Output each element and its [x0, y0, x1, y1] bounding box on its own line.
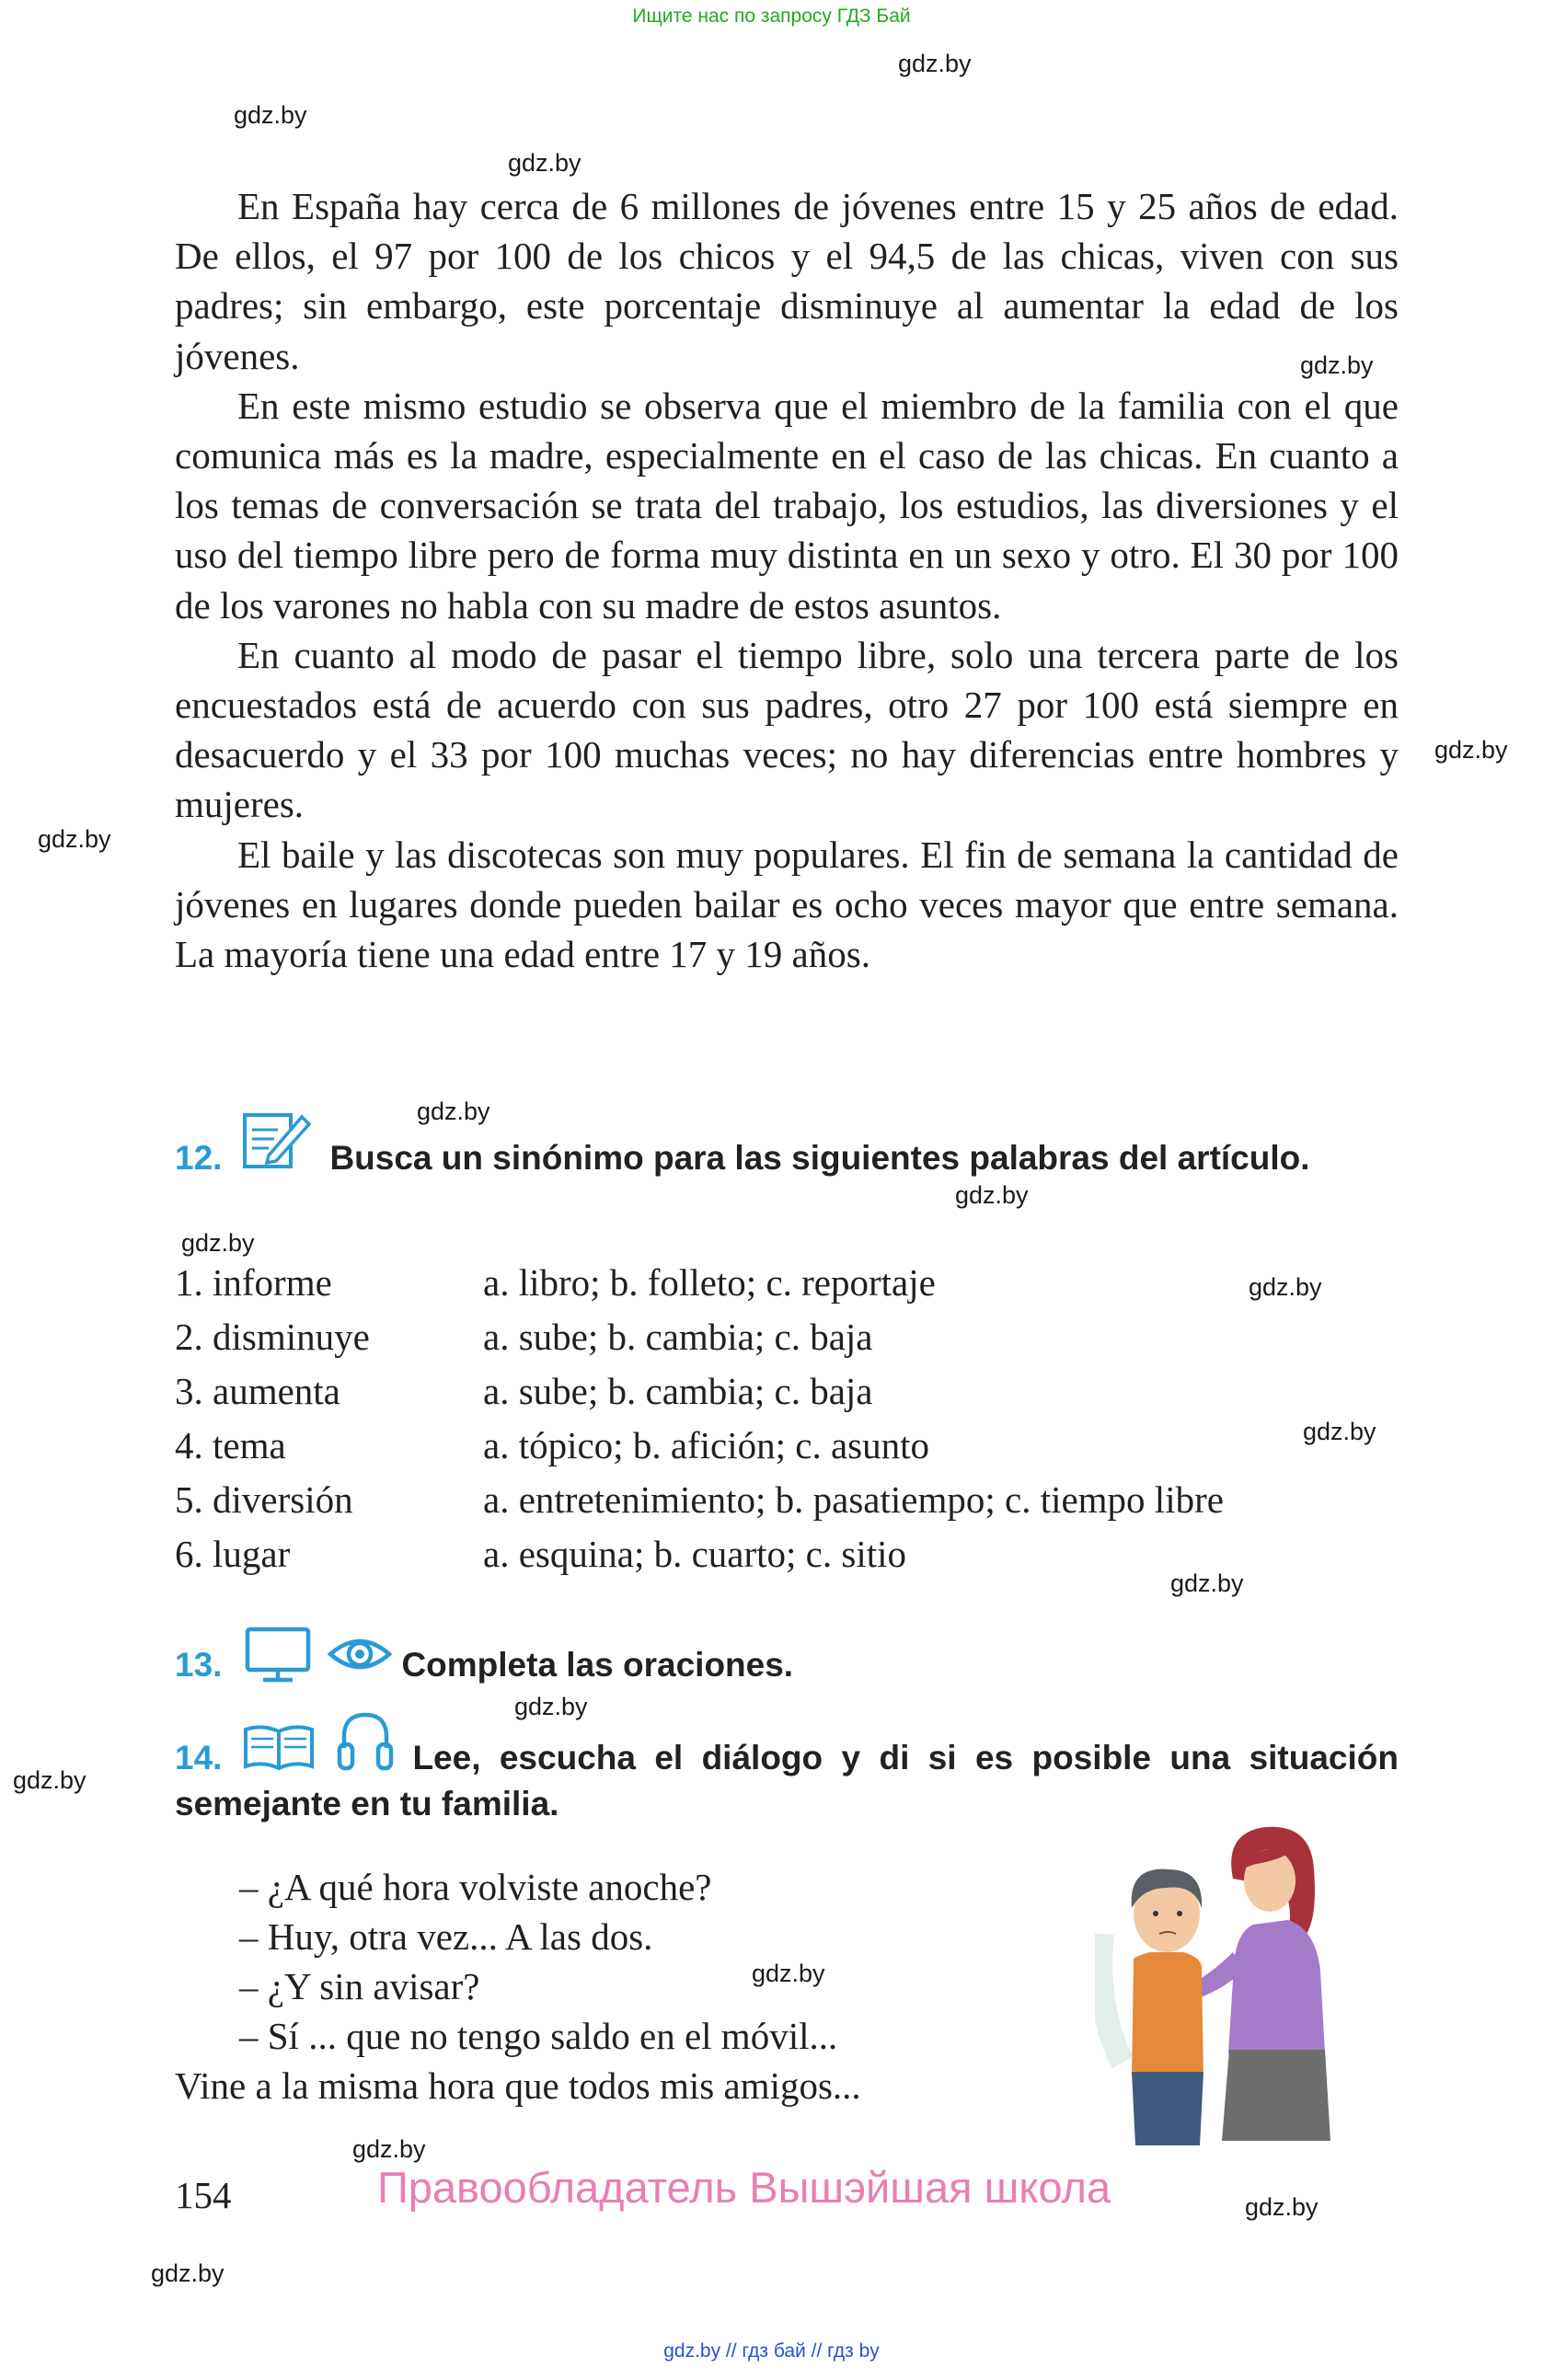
- dialogue-line: – ¿Y sin avisar?: [239, 1965, 480, 2007]
- vocab-options: a. tópico; b. afición; c. asunto: [483, 1423, 930, 1466]
- dialogue-line: – ¿A qué hora volviste anoche?: [239, 1866, 712, 1908]
- page-number: 154: [175, 2174, 232, 2216]
- exercise-14: [175, 1735, 1399, 1827]
- exercise-instruction: Busca un sinónimo para las siguientes palabras del artículo.: [329, 1139, 1310, 1177]
- list-item: [175, 1472, 1408, 1526]
- vocab-word: 3. aumenta: [175, 1369, 340, 1412]
- top-banner: Ищите нас по запросу ГДЗ Бай: [632, 6, 911, 27]
- watermark: gdz.by: [1245, 2193, 1318, 2221]
- list-item: [175, 1363, 1408, 1418]
- vocab-options: a. sube; b. cambia; c. baja: [483, 1315, 873, 1358]
- watermark: gdz.by: [508, 149, 582, 177]
- watermark: gdz.by: [752, 1960, 825, 1987]
- list-item: [175, 1418, 1408, 1472]
- exercise-13: [175, 1642, 1399, 1688]
- synonym-list: [175, 1255, 1408, 1581]
- vocab-options: a. libro; b. folleto; c. reportaje: [483, 1260, 936, 1304]
- watermark: gdz.by: [1303, 1418, 1376, 1445]
- watermark: gdz.by: [514, 1693, 588, 1720]
- mother-son-illustration: [1095, 1823, 1408, 2150]
- vocab-word: 2. disminuye: [175, 1315, 370, 1358]
- dialogue-line: Vine a la misma hora que todos mis amigos...: [175, 2064, 861, 2107]
- watermark: gdz.by: [955, 1181, 1029, 1209]
- watermark: gdz.by: [234, 101, 307, 129]
- copyright-notice: Правообладатель Вышэйшая школа: [377, 2163, 1111, 2212]
- footer-links[interactable]: gdz.by // гдз бай // гдз by: [663, 2340, 880, 2362]
- vocab-options: a. esquina; b. cuarto; c. sitio: [483, 1532, 906, 1575]
- article-paragraph: En cuanto al modo de pasar el tiempo libre, solo una tercera parte de los encuestados está de acuerdo con sus padres, otro 27 por 100 está siempre en desacuerdo y el 33 por 100 muchas veces; no hay diferencias entre hombres y mujeres.: [175, 633, 1399, 826]
- watermark: gdz.by: [1434, 736, 1508, 764]
- exercise-instruction: Lee, escucha el diálogo y di si es posible una situación semejante en tu familia.: [175, 1739, 1399, 1822]
- vocab-word: 5. diversión: [175, 1477, 353, 1521]
- vocab-word: 6. lugar: [175, 1532, 291, 1575]
- watermark: gdz.by: [38, 825, 111, 853]
- watermark: gdz.by: [1249, 1273, 1322, 1301]
- watermark: gdz.by: [151, 2259, 225, 2287]
- article-paragraph: El baile y las discotecas son muy populares. El fin de semana la cantidad de jóvenes en lugares donde pueden bailar es ocho veces mayor que entre semana. La mayoría tiene una edad entre 17 y 19 años.: [175, 833, 1399, 976]
- exercise-number: 13.: [175, 1646, 223, 1684]
- watermark: gdz.by: [417, 1098, 490, 1125]
- article-text: [175, 181, 1399, 979]
- dialogue: [175, 1862, 861, 2110]
- watermark: gdz.by: [181, 1229, 255, 1257]
- vocab-word: 4. tema: [175, 1423, 286, 1466]
- dialogue-line: – Sí ... que no tengo saldo en el móvil...: [239, 2015, 838, 2057]
- list-item: [175, 1255, 1408, 1309]
- watermark: gdz.by: [13, 1766, 86, 1794]
- watermark: gdz.by: [1170, 1569, 1244, 1597]
- vocab-options: a. sube; b. cambia; c. baja: [483, 1369, 873, 1412]
- exercise-instruction: Completa las oraciones.: [401, 1646, 794, 1684]
- vocab-options: a. entretenimiento; b. pasatiempo; c. tiempo libre: [483, 1477, 1224, 1521]
- vocab-word: 1. informe: [175, 1260, 332, 1304]
- exercise-number: 14.: [175, 1739, 223, 1776]
- watermark: gdz.by: [1300, 351, 1374, 379]
- dialogue-line: – Huy, otra vez... A las dos.: [239, 1915, 653, 1958]
- watermark: gdz.by: [352, 2135, 426, 2163]
- list-item: [175, 1526, 1408, 1581]
- exercise-number: 12.: [175, 1139, 223, 1177]
- watermark: gdz.by: [898, 50, 972, 77]
- exercise-12: [175, 1135, 1399, 1181]
- list-item: [175, 1309, 1408, 1363]
- article-paragraph: En España hay cerca de 6 millones de jóvenes entre 15 y 25 años de edad. De ellos, el 97 por 100 de los chicos y el 94,5 de las chicas, viven con sus padres; sin embargo, este porcentaje disminuye al aumentar la edad de los jóvenes.: [175, 185, 1399, 377]
- article-paragraph: En este mismo estudio se observa que el miembro de la familia con el que comunica más es la madre, especialmente en el caso de las chicas. En cuanto a los temas de conversación se trata del trabajo, los estudios, las diversiones y el uso del tiempo libre pero de forma muy distinta en un sexo y otro. El 30 por 100 de los varones no habla con su madre de estos asuntos.: [175, 384, 1399, 627]
